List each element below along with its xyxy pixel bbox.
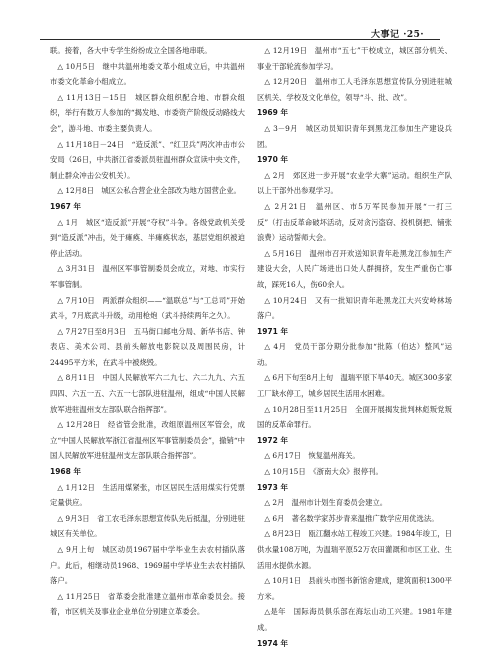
chronicle-entry: △ 3月31日 温州区军事管制委员会成立，对地、市实行军事管制。 (50, 264, 245, 289)
chronicle-entry: △ 10月5日 继中共温州地委文革小组成立后，中共温州市委文化革命小组成立。 (50, 61, 245, 87)
chronicle-entry: △ 11月25日 省革委会批准建立温州市革命委员会。接着，市区机关及事业企业单位分别建立革委会。 (50, 591, 245, 617)
left-column (50, 43, 245, 620)
chronicle-entry: △ 8月23日 瓯江翻水站工程竣工兴建。1984年竣工，日供水量108万吨，为温瑞平原52万农田灌溉和市区工业、生活用水提供水源。 (257, 529, 452, 570)
year-heading: 1970 年 (257, 155, 288, 165)
chronicle-entry: △ 12月20日 温州市工人毛泽东思想宣传队分别进驻城区机关、学校及文化单位，领导“斗、批、改”。 (257, 77, 452, 102)
chronicle-entry: △ 9月上旬 城区动员1967届中学毕业生去农村插队落户。此后，相继动员1968、1969届中学毕业生去农村插队落户。 (50, 545, 245, 586)
section-title: 大事记 (371, 30, 400, 40)
year-heading: 1974 年 (257, 638, 288, 648)
running-head (0, 0, 480, 40)
page-number: ·25· (403, 30, 424, 40)
chronicle-entry: △ 10月1日 县前头市图书新馆舍建成，建筑面积1300平方米。 (257, 576, 452, 601)
chronicle-entry: △ 1月12日 生活用煤紧张，市区居民生活用煤实行凭票定量供应。 (50, 482, 245, 508)
chronicle-entry: △ 10月15日 《浙南大众》报停刊。 (264, 467, 383, 477)
chronicle-entry: △ 2月 郊区进一步开展“农业学大寨”运动。组织生产队以上干部外出参观学习。 (257, 170, 452, 196)
year-heading: 1971 年 (257, 326, 288, 336)
header-rule (40, 39, 440, 40)
chronicle-entry: △ 10月24日 又有一批知识青年赴黑龙江大兴安岭林场落户。 (257, 295, 452, 321)
chronicle-entry: △ 12月28日 经省管会批准，改组原温州区军管会，成立“中国人民解放军浙江省温州区军事管制委员会”，撤销“中国人民解放军进驻温州支左部队联合指挥部”。 (50, 420, 245, 461)
chronicle-entry: △ 5月16日 温州市召开欢送知识青年赴黑龙江参加生产建设大会，人民广场进出口处人群拥挤，发生严重伤亡事故，踩死16人，伤60余人。 (257, 248, 452, 289)
chronicle-entry: △ 4月 党员干部分期分批参加“批陈（伯达）整风”运动。 (257, 342, 452, 367)
chronicle-entry: △ 10月28日至11月25日 全面开展揭发批判林彪叛党叛国的反革命罪行。 (257, 404, 452, 430)
chronicle-entry: △ 6月17日 恢复温州海关。 (264, 451, 360, 461)
chronicle-entry: △ 8月11日 中国人民解放军六二九七、六二九九、六五四四、六五一五、六五一七部队进驻温州，组成“中国人民解放军进驻温州支左部队联合指挥部”。 (50, 373, 245, 414)
chronicle-entry: △ 6月 著名数学家苏步青来温推广数学应用优选法。 (264, 513, 439, 523)
right-column (257, 43, 452, 651)
chronicle-entry: △ 11月13日－15日 城区群众组织配合地、市群众组织，举行有数万人参加的“揭发地、市委资产阶级反动路线大会”，游斗地、市委主要负责人。 (50, 92, 245, 133)
chronicle-entry: △ 3－9月 城区动员知识青年到黑龙江参加生产建设兵团。 (257, 123, 452, 149)
year-heading: 1972 年 (257, 435, 288, 445)
year-heading: 1968 年 (50, 467, 81, 477)
chronicle-entry: △ 9月3日 省工农毛泽东思想宣传队先后抵温，分别进驻城区有关单位。 (50, 513, 245, 539)
chronicle-entry: 联。接着，各大中专学生纷纷成立全国各地串联。 (50, 46, 212, 55)
chronicle-entry: △ 7月27日至8月3日 五马街口邮电分局、新华书店、钟表店、美术公司、县前头解放电影院以及周围民房，计24495平方米，在武斗中被烧毁。 (50, 326, 245, 367)
chronicle-entry: △ 7月10日 两派群众组织——“温联总”与“工总司”开始武斗，7月底武斗升级，动用枪炮（武斗持续两年之久）。 (50, 295, 245, 321)
chronicle-entry: △是年 国际海员俱乐部在海坛山动工兴建。1981年建成。 (257, 607, 452, 632)
chronicle-entry: △ 2月21日 温州区、市5万军民参加开展“一打三反”（打击反革命破坏活动，反对贪污盗窃、投机倒把、铺张浪费）运动誓师大会。 (257, 201, 452, 243)
year-heading: 1973 年 (257, 482, 288, 492)
chronicle-entry: △ 2月 温州市计划生育委员会建立。 (264, 498, 388, 508)
chronicle-entry: △ 12月8日 城区公私合营企业全部改为地方国营企业。 (57, 186, 241, 196)
chronicle-entry: △ 12月19日 温州市“五七”干校成立，城区部分机关、事业干部轮流参加学习。 (257, 46, 452, 71)
year-heading: 1967 年 (50, 201, 81, 211)
chronicle-entry: △ 6月下旬至8月上旬 温瑞平原下旱40天。城区300多家工厂缺水停工，城乡居民生活用水困难。 (257, 373, 452, 399)
chronicle-entry: △ 1月 城区“造反派”开展“夺权”斗争。各级党政机关受到“造反派”冲击，处于瘫痪、半瘫痪状态，基层党组织被迫停止活动。 (50, 217, 245, 258)
year-heading: 1969 年 (257, 108, 288, 118)
chronicle-entry: △ 11月18日－24日 “造反派”、“红卫兵”两次冲击市公安局（26日，中共浙江省委派员驻温州群众宣读中央文件，制止群众冲击公安机关）。 (50, 139, 245, 180)
